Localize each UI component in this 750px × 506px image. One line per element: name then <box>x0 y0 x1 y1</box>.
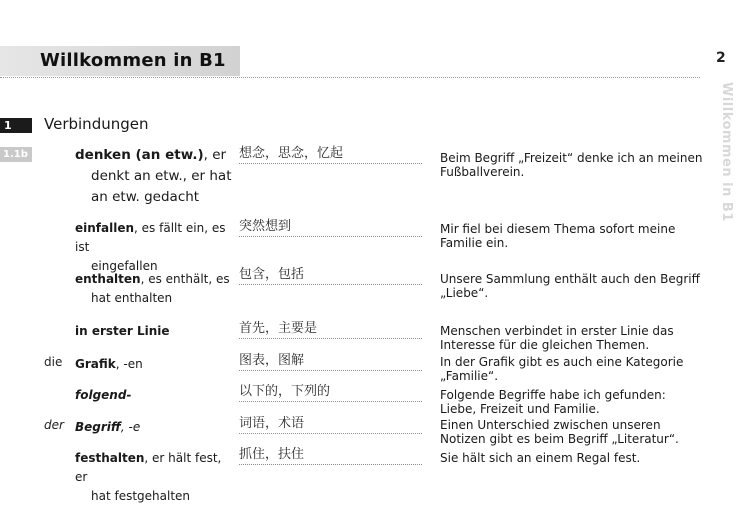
subsection-number-badge: 1.1b <box>0 147 32 162</box>
vocab-forms-continued: denkt an etw., er hat <box>91 168 232 184</box>
vocab-term <box>75 270 235 308</box>
vocab-forms-continued: hat enthalten <box>91 291 173 305</box>
section-title: Verbindungen <box>44 115 149 133</box>
vocab-forms: , er <box>203 147 227 163</box>
vocab-forms: , es enthält, es <box>140 272 230 286</box>
vocab-translation: 词语，术语 <box>239 412 422 434</box>
page-number: 2 <box>716 50 726 66</box>
vocab-term <box>75 145 235 208</box>
vocab-forms: , es fällt ein, es ist <box>75 221 226 254</box>
vocab-forms-continued: eingefallen <box>91 259 158 273</box>
header-rule <box>0 77 700 78</box>
vocab-term <box>75 219 235 276</box>
vocab-headword: Begriff <box>75 420 121 434</box>
vocab-term <box>75 418 235 437</box>
vocab-headword: Grafik <box>75 357 116 371</box>
vocab-forms: , -e <box>120 420 141 434</box>
vocab-headword: festhalten <box>75 451 145 465</box>
vocab-headword: in erster Linie <box>75 324 170 338</box>
vocab-example: Mir fiel bei diesem Thema sofort meine Familie ein. <box>440 222 676 250</box>
side-chapter-title: Willkommen in B1 <box>719 82 734 222</box>
vocab-article: die <box>44 355 63 369</box>
vocab-article: der <box>44 418 64 432</box>
vocab-term <box>75 449 235 506</box>
vocab-example: Unsere Sammlung enthält auch den Begriff „Liebe“. <box>440 272 700 300</box>
vocab-headword: folgend- <box>75 388 132 402</box>
chapter-title: Willkommen in B1 <box>40 50 226 71</box>
vocab-example: In der Grafik gibt es auch eine Kategorie „Familie“. <box>440 355 684 383</box>
vocab-headword: enthalten <box>75 272 141 286</box>
vocab-example: Menschen verbindet in erster Linie das Interesse für die gleichen Themen. <box>440 324 674 352</box>
vocab-translation: 突然想到 <box>239 215 422 237</box>
vocab-translation: 图表，图解 <box>239 349 422 371</box>
vocab-forms: , -en <box>115 357 143 371</box>
vocab-forms-continued: an etw. gedacht <box>91 189 200 205</box>
vocab-term <box>75 386 235 405</box>
vocab-term <box>75 355 235 374</box>
section-number-badge: 1 <box>0 118 32 133</box>
vocab-translation: 以下的，下列的 <box>239 380 422 402</box>
vocab-translation: 抓住，扶住 <box>239 443 422 465</box>
vocab-forms: , er hält fest, er <box>75 451 222 484</box>
vocab-translation: 包含，包括 <box>239 263 422 285</box>
vocab-example: Folgende Begriffe habe ich gefunden: Liebe, Freizeit und Familie. <box>440 388 666 416</box>
vocab-example: Einen Unterschied zwischen unseren Notizen gibt es beim Begriff „Literatur“. <box>440 418 679 446</box>
vocab-headword: einfallen <box>75 221 135 235</box>
vocab-translation: 想念，思念，忆起 <box>239 142 422 164</box>
vocab-term <box>75 322 235 341</box>
vocab-forms-continued: hat festgehalten <box>91 489 191 503</box>
vocab-example: Beim Begriff „Freizeit“ denke ich an meinen Fußballverein. <box>440 151 703 179</box>
vocab-headword: denken (an etw.) <box>75 147 204 163</box>
vocab-translation: 首先，主要是 <box>239 317 422 339</box>
vocab-example: Sie hält sich an einem Regal fest. <box>440 451 641 465</box>
